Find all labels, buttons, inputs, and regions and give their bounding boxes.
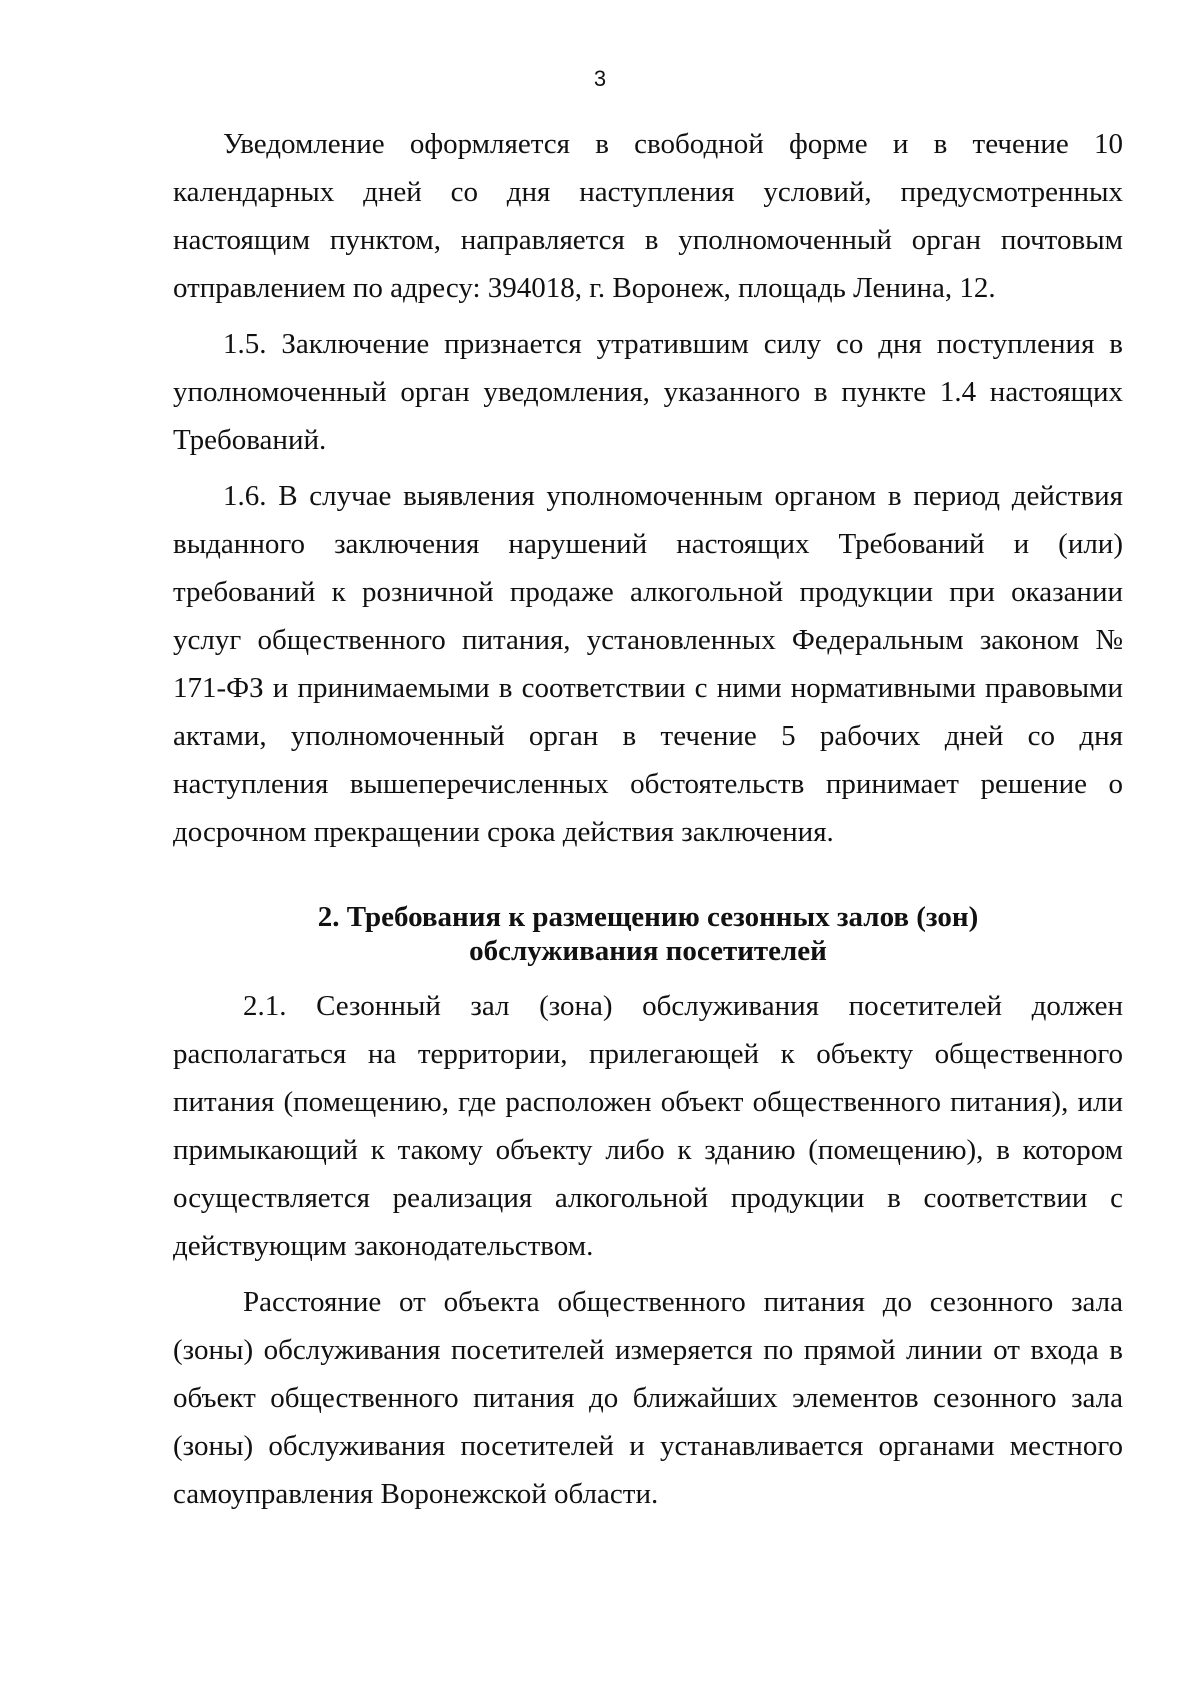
paragraph-2-1: 2.1. Сезонный зал (зона) обслуживания посетителей должен располагаться на территории, прилегающей к объекту общественного питания (помещению, где расположен объект общественного питания), или примыкающий к такому объекту либо к зданию (помещению), в котором осуществляется реализация алкогольной продукции в соответствии с действующим законодательством. [173,990,1123,1262]
document-body [173,120,1123,1518]
section-heading-line2: обслуживания посетителей [469,935,827,967]
paragraph-distance: Расстояние от объекта общественного питания до сезонного зала (зоны) обслуживания посетителей измеряется по прямой линии от входа в объект общественного питания до ближайших элементов сезонного зала (зоны) обслуживания посетителей и устанавливается органами местного самоуправления Воронежской области. [173,1286,1123,1510]
page-number: 3 [593,66,607,91]
section-heading-line1: 2. Требования к размещению сезонных залов (зон) [317,901,979,933]
paragraph-1-6: 1.6. В случае выявления уполномоченным органом в период действия выданного заключения нарушений настоящих Требований и (или) требований к розничной продаже алкогольной продукции при оказании услуг общественного питания, установленных Федеральным законом № 171-ФЗ и принимаемыми в соответствии с ними нормативными правовыми актами, уполномоченный орган в течение 5 рабочих дней со дня наступления вышеперечисленных обстоятельств принимает решение о досрочном прекращении срока действия заключения. [173,480,1123,848]
section-heading [173,900,1123,968]
paragraph-notification: Уведомление оформляется в свободной форме и в течение 10 календарных дней со дня наступления условий, предусмотренных настоящим пунктом, направляется в уполномоченный орган почтовым отправлением по адресу: 394018, г. Воронеж, площадь Ленина, 12. [173,128,1123,304]
paragraph-1-5: 1.5. Заключение признается утратившим силу со дня поступления в уполномоченный орган уведомления, указанного в пункте 1.4 настоящих Требований. [173,328,1123,456]
